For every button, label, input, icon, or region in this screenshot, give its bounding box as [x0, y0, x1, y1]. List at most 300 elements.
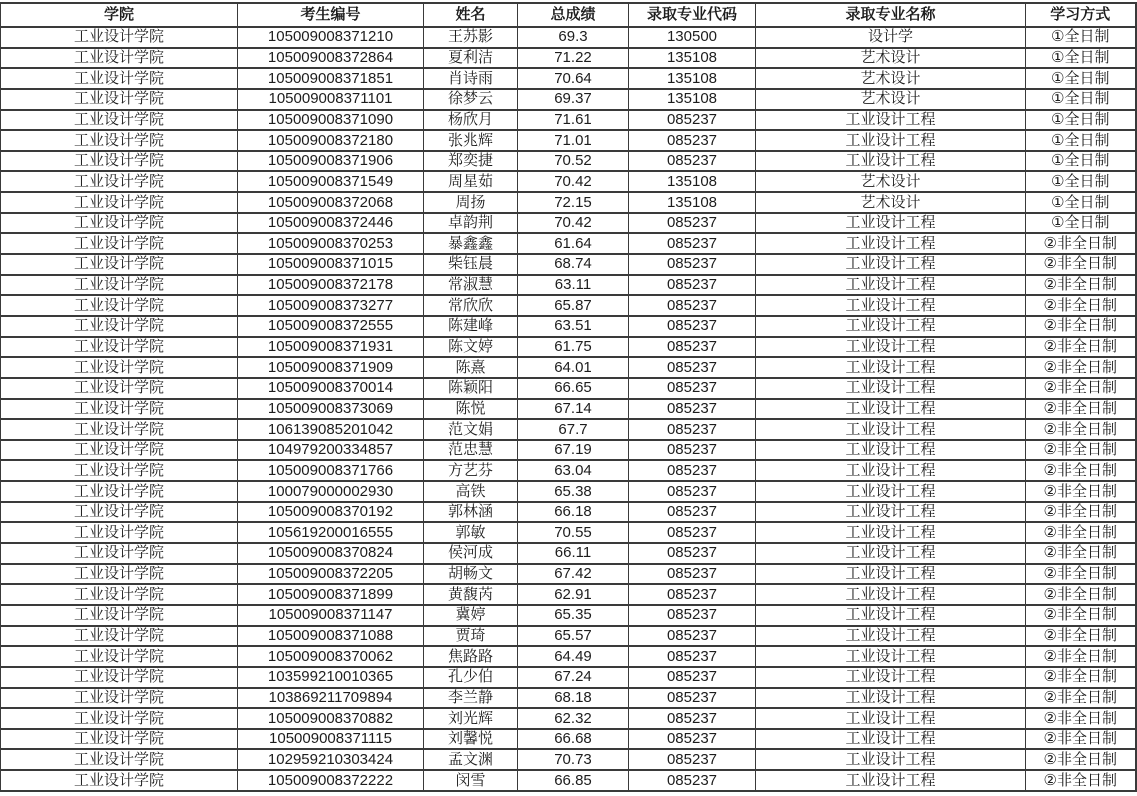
cell-name: 方艺芬 [424, 460, 518, 481]
cell-major-code: 085237 [629, 213, 756, 234]
cell-college: 工业设计学院 [1, 295, 238, 316]
cell-major-name: 工业设计工程 [756, 564, 1026, 585]
table-row [1, 316, 1136, 337]
cell-total-score: 66.65 [518, 378, 629, 399]
cell-major-name: 工业设计工程 [756, 337, 1026, 358]
cell-candidate-id: 105009008371851 [238, 68, 424, 89]
cell-major-code: 085237 [629, 130, 756, 151]
cell-college: 工业设计学院 [1, 337, 238, 358]
cell-study-mode: ②非全日制 [1026, 770, 1136, 791]
cell-study-mode: ②非全日制 [1026, 419, 1136, 440]
cell-college: 工业设计学院 [1, 275, 238, 296]
cell-name: 周扬 [424, 192, 518, 213]
cell-name: 刘光辉 [424, 708, 518, 729]
cell-name: 胡畅文 [424, 564, 518, 585]
admission-list-sheet [0, 2, 1137, 794]
table-row [1, 275, 1136, 296]
cell-total-score: 71.61 [518, 110, 629, 131]
cell-study-mode: ②非全日制 [1026, 626, 1136, 647]
cell-major-name: 艺术设计 [756, 48, 1026, 69]
cell-candidate-id: 105009008371899 [238, 584, 424, 605]
cell-total-score: 67.19 [518, 440, 629, 461]
cell-study-mode: ②非全日制 [1026, 667, 1136, 688]
header-total-score: 总成绩 [518, 3, 629, 27]
cell-study-mode: ②非全日制 [1026, 564, 1136, 585]
cell-candidate-id: 105619200016555 [238, 522, 424, 543]
cell-major-code: 085237 [629, 399, 756, 420]
cell-candidate-id: 105009008370824 [238, 543, 424, 564]
cell-college: 工业设计学院 [1, 646, 238, 667]
table-row [1, 626, 1136, 647]
table-row [1, 522, 1136, 543]
cell-total-score: 65.35 [518, 605, 629, 626]
table-row [1, 27, 1136, 48]
table-body [1, 27, 1136, 791]
cell-total-score: 66.11 [518, 543, 629, 564]
cell-total-score: 65.57 [518, 626, 629, 647]
cell-name: 夏利洁 [424, 48, 518, 69]
cell-total-score: 71.22 [518, 48, 629, 69]
cell-major-code: 085237 [629, 460, 756, 481]
cell-study-mode: ②非全日制 [1026, 275, 1136, 296]
cell-candidate-id: 105009008371549 [238, 171, 424, 192]
table-row [1, 357, 1136, 378]
cell-candidate-id: 105009008372068 [238, 192, 424, 213]
cell-candidate-id: 105009008371906 [238, 151, 424, 172]
cell-total-score: 70.55 [518, 522, 629, 543]
cell-total-score: 61.75 [518, 337, 629, 358]
header-major-code: 录取专业代码 [629, 3, 756, 27]
cell-study-mode: ②非全日制 [1026, 233, 1136, 254]
cell-candidate-id: 105009008371090 [238, 110, 424, 131]
cell-total-score: 67.24 [518, 667, 629, 688]
header-candidate-id: 考生编号 [238, 3, 424, 27]
cell-name: 焦路路 [424, 646, 518, 667]
table-row [1, 110, 1136, 131]
cell-major-code: 130500 [629, 27, 756, 48]
header-study-mode: 学习方式 [1026, 3, 1136, 27]
cell-college: 工业设计学院 [1, 667, 238, 688]
cell-candidate-id: 105009008370882 [238, 708, 424, 729]
cell-total-score: 72.15 [518, 192, 629, 213]
cell-major-name: 工业设计工程 [756, 357, 1026, 378]
table-row [1, 440, 1136, 461]
cell-name: 郭林涵 [424, 502, 518, 523]
cell-major-code: 085237 [629, 667, 756, 688]
cell-study-mode: ②非全日制 [1026, 295, 1136, 316]
cell-name: 郑奕捷 [424, 151, 518, 172]
cell-major-code: 085237 [629, 688, 756, 709]
cell-candidate-id: 105009008371909 [238, 357, 424, 378]
cell-major-name: 工业设计工程 [756, 213, 1026, 234]
cell-name: 陈颖阳 [424, 378, 518, 399]
cell-college: 工业设计学院 [1, 254, 238, 275]
cell-total-score: 70.52 [518, 151, 629, 172]
cell-study-mode: ②非全日制 [1026, 378, 1136, 399]
cell-name: 王苏影 [424, 27, 518, 48]
cell-study-mode: ②非全日制 [1026, 502, 1136, 523]
cell-college: 工业设计学院 [1, 502, 238, 523]
table-row [1, 688, 1136, 709]
cell-college: 工业设计学院 [1, 151, 238, 172]
cell-name: 柴钰晨 [424, 254, 518, 275]
cell-major-name: 工业设计工程 [756, 605, 1026, 626]
cell-candidate-id: 103599210010365 [238, 667, 424, 688]
cell-major-name: 工业设计工程 [756, 399, 1026, 420]
table-row [1, 667, 1136, 688]
cell-name: 冀婷 [424, 605, 518, 626]
cell-major-code: 085237 [629, 295, 756, 316]
cell-total-score: 70.42 [518, 171, 629, 192]
cell-name: 周星茹 [424, 171, 518, 192]
cell-college: 工业设计学院 [1, 749, 238, 770]
cell-candidate-id: 105009008370062 [238, 646, 424, 667]
table-row [1, 130, 1136, 151]
cell-college: 工业设计学院 [1, 378, 238, 399]
cell-major-name: 工业设计工程 [756, 130, 1026, 151]
cell-college: 工业设计学院 [1, 357, 238, 378]
cell-major-code: 085237 [629, 357, 756, 378]
cell-candidate-id: 105009008370253 [238, 233, 424, 254]
cell-college: 工业设计学院 [1, 68, 238, 89]
cell-total-score: 67.7 [518, 419, 629, 440]
cell-name: 卓韵荆 [424, 213, 518, 234]
cell-college: 工业设计学院 [1, 708, 238, 729]
cell-major-name: 工业设计工程 [756, 729, 1026, 750]
cell-major-code: 085237 [629, 605, 756, 626]
cell-major-code: 085237 [629, 419, 756, 440]
cell-candidate-id: 105009008371931 [238, 337, 424, 358]
table-row [1, 543, 1136, 564]
cell-college: 工业设计学院 [1, 729, 238, 750]
cell-major-name: 工业设计工程 [756, 254, 1026, 275]
cell-candidate-id: 105009008371210 [238, 27, 424, 48]
cell-major-name: 艺术设计 [756, 192, 1026, 213]
cell-study-mode: ②非全日制 [1026, 543, 1136, 564]
table-row [1, 770, 1136, 791]
cell-study-mode: ②非全日制 [1026, 749, 1136, 770]
cell-major-name: 工业设计工程 [756, 419, 1026, 440]
cell-major-code: 135108 [629, 171, 756, 192]
cell-college: 工业设计学院 [1, 419, 238, 440]
cell-total-score: 69.3 [518, 27, 629, 48]
cell-study-mode: ②非全日制 [1026, 522, 1136, 543]
cell-college: 工业设计学院 [1, 626, 238, 647]
cell-candidate-id: 105009008371766 [238, 460, 424, 481]
cell-college: 工业设计学院 [1, 688, 238, 709]
cell-college: 工业设计学院 [1, 460, 238, 481]
cell-major-name: 工业设计工程 [756, 275, 1026, 296]
cell-total-score: 68.18 [518, 688, 629, 709]
cell-major-code: 085237 [629, 275, 756, 296]
cell-major-name: 工业设计工程 [756, 543, 1026, 564]
cell-major-code: 085237 [629, 502, 756, 523]
table-row [1, 646, 1136, 667]
cell-college: 工业设计学院 [1, 316, 238, 337]
cell-candidate-id: 105009008372222 [238, 770, 424, 791]
cell-major-name: 工业设计工程 [756, 667, 1026, 688]
cell-total-score: 66.18 [518, 502, 629, 523]
cell-name: 李兰静 [424, 688, 518, 709]
cell-major-code: 085237 [629, 543, 756, 564]
cell-study-mode: ②非全日制 [1026, 316, 1136, 337]
cell-name: 陈文婷 [424, 337, 518, 358]
cell-major-name: 工业设计工程 [756, 770, 1026, 791]
header-row [1, 3, 1136, 27]
cell-study-mode: ②非全日制 [1026, 399, 1136, 420]
cell-major-code: 135108 [629, 192, 756, 213]
cell-candidate-id: 105009008372555 [238, 316, 424, 337]
cell-candidate-id: 105009008371101 [238, 89, 424, 110]
cell-study-mode: ②非全日制 [1026, 440, 1136, 461]
cell-major-name: 艺术设计 [756, 171, 1026, 192]
cell-name: 常淑慧 [424, 275, 518, 296]
cell-name: 陈熹 [424, 357, 518, 378]
cell-major-name: 工业设计工程 [756, 440, 1026, 461]
table-header [1, 3, 1136, 27]
cell-major-name: 工业设计工程 [756, 481, 1026, 502]
cell-total-score: 63.51 [518, 316, 629, 337]
cell-study-mode: ②非全日制 [1026, 646, 1136, 667]
cell-major-code: 085237 [629, 646, 756, 667]
cell-major-code: 085237 [629, 626, 756, 647]
cell-total-score: 62.32 [518, 708, 629, 729]
cell-total-score: 71.01 [518, 130, 629, 151]
cell-name: 陈建峰 [424, 316, 518, 337]
cell-name: 黄馥芮 [424, 584, 518, 605]
table-row [1, 213, 1136, 234]
cell-college: 工业设计学院 [1, 481, 238, 502]
cell-study-mode: ②非全日制 [1026, 460, 1136, 481]
cell-name: 刘馨悦 [424, 729, 518, 750]
cell-major-code: 135108 [629, 48, 756, 69]
header-major-name: 录取专业名称 [756, 3, 1026, 27]
cell-study-mode: ①全日制 [1026, 151, 1136, 172]
cell-study-mode: ①全日制 [1026, 171, 1136, 192]
cell-major-name: 工业设计工程 [756, 688, 1026, 709]
cell-college: 工业设计学院 [1, 192, 238, 213]
table-row [1, 233, 1136, 254]
cell-candidate-id: 105009008372864 [238, 48, 424, 69]
cell-total-score: 64.01 [518, 357, 629, 378]
cell-major-code: 085237 [629, 440, 756, 461]
cell-study-mode: ②非全日制 [1026, 708, 1136, 729]
cell-candidate-id: 105009008371115 [238, 729, 424, 750]
table-row [1, 171, 1136, 192]
cell-candidate-id: 105009008371147 [238, 605, 424, 626]
table-row [1, 605, 1136, 626]
cell-major-name: 工业设计工程 [756, 502, 1026, 523]
cell-major-code: 085237 [629, 110, 756, 131]
table-row [1, 295, 1136, 316]
cell-name: 常欣欣 [424, 295, 518, 316]
cell-study-mode: ②非全日制 [1026, 605, 1136, 626]
cell-major-code: 135108 [629, 89, 756, 110]
cell-name: 高铁 [424, 481, 518, 502]
cell-college: 工业设计学院 [1, 605, 238, 626]
cell-candidate-id: 105009008370014 [238, 378, 424, 399]
cell-name: 陈悦 [424, 399, 518, 420]
cell-candidate-id: 104979200334857 [238, 440, 424, 461]
cell-total-score: 67.14 [518, 399, 629, 420]
cell-major-name: 工业设计工程 [756, 233, 1026, 254]
table-row [1, 254, 1136, 275]
cell-college: 工业设计学院 [1, 130, 238, 151]
cell-name: 贾琦 [424, 626, 518, 647]
cell-college: 工业设计学院 [1, 543, 238, 564]
header-name: 姓名 [424, 3, 518, 27]
table-row [1, 749, 1136, 770]
cell-name: 侯河成 [424, 543, 518, 564]
cell-candidate-id: 105009008371088 [238, 626, 424, 647]
cell-total-score: 68.74 [518, 254, 629, 275]
cell-college: 工业设计学院 [1, 48, 238, 69]
cell-major-code: 085237 [629, 749, 756, 770]
cell-candidate-id: 105009008372205 [238, 564, 424, 585]
cell-total-score: 67.42 [518, 564, 629, 585]
cell-name: 孔少伯 [424, 667, 518, 688]
cell-study-mode: ①全日制 [1026, 192, 1136, 213]
cell-college: 工业设计学院 [1, 233, 238, 254]
cell-major-code: 085237 [629, 481, 756, 502]
cell-name: 孟文渊 [424, 749, 518, 770]
cell-college: 工业设计学院 [1, 564, 238, 585]
cell-name: 范忠慧 [424, 440, 518, 461]
cell-study-mode: ①全日制 [1026, 48, 1136, 69]
cell-name: 暴鑫鑫 [424, 233, 518, 254]
cell-college: 工业设计学院 [1, 440, 238, 461]
cell-total-score: 61.64 [518, 233, 629, 254]
cell-major-name: 工业设计工程 [756, 749, 1026, 770]
cell-total-score: 66.68 [518, 729, 629, 750]
cell-study-mode: ①全日制 [1026, 110, 1136, 131]
cell-college: 工业设计学院 [1, 770, 238, 791]
cell-major-name: 工业设计工程 [756, 584, 1026, 605]
table-row [1, 48, 1136, 69]
cell-major-code: 085237 [629, 151, 756, 172]
cell-name: 闵雪 [424, 770, 518, 791]
table-row [1, 151, 1136, 172]
cell-college: 工业设计学院 [1, 27, 238, 48]
cell-major-name: 工业设计工程 [756, 295, 1026, 316]
cell-name: 郭敏 [424, 522, 518, 543]
cell-major-name: 工业设计工程 [756, 151, 1026, 172]
cell-total-score: 70.64 [518, 68, 629, 89]
cell-candidate-id: 102959210303424 [238, 749, 424, 770]
cell-candidate-id: 100079000002930 [238, 481, 424, 502]
cell-study-mode: ②非全日制 [1026, 729, 1136, 750]
cell-total-score: 70.73 [518, 749, 629, 770]
cell-study-mode: ②非全日制 [1026, 481, 1136, 502]
table-row [1, 584, 1136, 605]
cell-college: 工业设计学院 [1, 584, 238, 605]
cell-major-name: 艺术设计 [756, 89, 1026, 110]
cell-college: 工业设计学院 [1, 171, 238, 192]
cell-study-mode: ②非全日制 [1026, 357, 1136, 378]
cell-major-code: 085237 [629, 254, 756, 275]
cell-total-score: 65.38 [518, 481, 629, 502]
cell-major-name: 工业设计工程 [756, 626, 1026, 647]
table-row [1, 68, 1136, 89]
cell-college: 工业设计学院 [1, 213, 238, 234]
cell-candidate-id: 105009008373277 [238, 295, 424, 316]
cell-major-name: 设计学 [756, 27, 1026, 48]
cell-study-mode: ①全日制 [1026, 130, 1136, 151]
cell-major-name: 工业设计工程 [756, 316, 1026, 337]
cell-total-score: 63.11 [518, 275, 629, 296]
cell-major-code: 135108 [629, 68, 756, 89]
cell-candidate-id: 105009008372178 [238, 275, 424, 296]
cell-study-mode: ②非全日制 [1026, 688, 1136, 709]
cell-study-mode: ①全日制 [1026, 89, 1136, 110]
cell-major-code: 085237 [629, 708, 756, 729]
cell-study-mode: ①全日制 [1026, 68, 1136, 89]
cell-candidate-id: 103869211709894 [238, 688, 424, 709]
admission-table [0, 2, 1137, 792]
cell-name: 范文娟 [424, 419, 518, 440]
cell-major-code: 085237 [629, 522, 756, 543]
cell-total-score: 65.87 [518, 295, 629, 316]
table-row [1, 708, 1136, 729]
cell-major-name: 工业设计工程 [756, 460, 1026, 481]
cell-total-score: 64.49 [518, 646, 629, 667]
header-college: 学院 [1, 3, 238, 27]
cell-major-name: 艺术设计 [756, 68, 1026, 89]
table-row [1, 192, 1136, 213]
cell-major-name: 工业设计工程 [756, 110, 1026, 131]
cell-major-code: 085237 [629, 337, 756, 358]
cell-candidate-id: 105009008370192 [238, 502, 424, 523]
cell-major-name: 工业设计工程 [756, 708, 1026, 729]
cell-major-name: 工业设计工程 [756, 646, 1026, 667]
cell-total-score: 70.42 [518, 213, 629, 234]
cell-candidate-id: 105009008373069 [238, 399, 424, 420]
cell-major-code: 085237 [629, 378, 756, 399]
cell-study-mode: ②非全日制 [1026, 337, 1136, 358]
table-row [1, 399, 1136, 420]
cell-total-score: 62.91 [518, 584, 629, 605]
cell-major-code: 085237 [629, 729, 756, 750]
cell-total-score: 69.37 [518, 89, 629, 110]
table-row [1, 419, 1136, 440]
cell-college: 工业设计学院 [1, 522, 238, 543]
cell-candidate-id: 105009008372446 [238, 213, 424, 234]
cell-major-code: 085237 [629, 316, 756, 337]
table-row [1, 564, 1136, 585]
cell-major-name: 工业设计工程 [756, 378, 1026, 399]
cell-name: 肖诗雨 [424, 68, 518, 89]
table-row [1, 460, 1136, 481]
cell-college: 工业设计学院 [1, 89, 238, 110]
cell-study-mode: ①全日制 [1026, 213, 1136, 234]
cell-study-mode: ②非全日制 [1026, 584, 1136, 605]
table-row [1, 729, 1136, 750]
table-row [1, 378, 1136, 399]
cell-major-code: 085237 [629, 233, 756, 254]
table-row [1, 481, 1136, 502]
cell-candidate-id: 105009008371015 [238, 254, 424, 275]
cell-name: 杨欣月 [424, 110, 518, 131]
cell-study-mode: ①全日制 [1026, 27, 1136, 48]
table-row [1, 89, 1136, 110]
cell-study-mode: ②非全日制 [1026, 254, 1136, 275]
cell-total-score: 63.04 [518, 460, 629, 481]
cell-candidate-id: 106139085201042 [238, 419, 424, 440]
cell-name: 徐梦云 [424, 89, 518, 110]
cell-college: 工业设计学院 [1, 399, 238, 420]
table-row [1, 502, 1136, 523]
cell-major-code: 085237 [629, 770, 756, 791]
